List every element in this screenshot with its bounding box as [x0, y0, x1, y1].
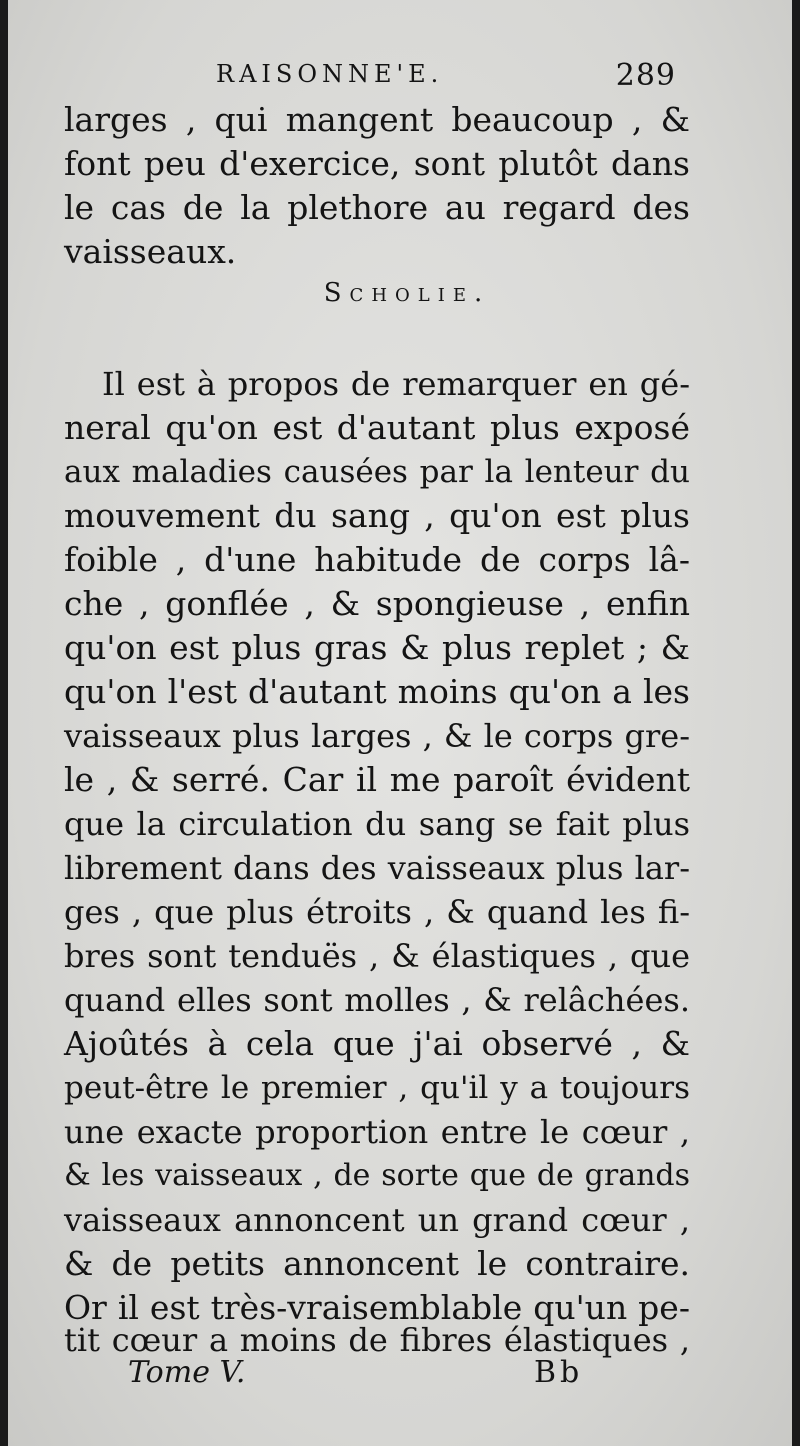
text-line: & de petits annoncent le contraire.	[64, 1244, 690, 1283]
text-line: font peu d'exercice, sont plutôt dans	[64, 144, 690, 183]
text-line: le cas de la plethore au regard des	[64, 188, 690, 227]
text-line: que la circulation du sang se fait plus	[64, 805, 690, 843]
section-title: Scholie.	[323, 278, 491, 308]
text-line: Il est à propos de remarquer en gé-	[102, 365, 690, 403]
volume-label: Tome V.	[128, 1355, 246, 1390]
text-line: Or il est très-vraisemblable qu'un pe-	[64, 1288, 690, 1327]
text-line: larges , qui mangent beaucoup , &	[64, 100, 690, 139]
text-line: bres sont tenduës , & élastiques , que	[64, 937, 690, 975]
text-line: vaisseaux.	[64, 232, 237, 271]
text-line: che , gonflée , & spongieuse , enfin	[64, 584, 690, 623]
text-line: qu'on l'est d'autant moins qu'on a les	[64, 672, 690, 711]
running-head	[64, 58, 690, 100]
signature-mark: Bb	[534, 1355, 584, 1390]
page-footer	[64, 1355, 690, 1399]
text-line: neral qu'on est d'autant plus exposé	[64, 408, 690, 447]
text-line: vaisseaux annoncent un grand cœur ,	[64, 1201, 690, 1239]
text-line: foible , d'une habitude de corps lâ-	[64, 540, 690, 579]
book-page	[8, 0, 792, 1446]
text-line: qu'on est plus gras & plus replet ; &	[64, 628, 690, 667]
text-line: quand elles sont molles , & relâchées.	[64, 981, 690, 1019]
text-line: tit cœur a moins de fibres élastiques ,	[64, 1321, 690, 1359]
text-line: & les vaisseaux , de sorte que de grands	[64, 1158, 690, 1193]
running-title: RAISONNE'E.	[216, 60, 444, 88]
text-line: peut-être le premier , qu'il y a toujours	[64, 1070, 690, 1106]
text-line: mouvement du sang , qu'on est plus	[64, 496, 690, 535]
text-line: Ajoûtés à cela que j'ai observé , &	[64, 1024, 690, 1063]
text-line: vaisseaux plus larges , & le corps gre-	[64, 717, 690, 755]
text-line: une exacte proportion entre le cœur ,	[64, 1113, 690, 1151]
page-number: 289	[615, 58, 676, 93]
text-line: librement dans des vaisseaux plus lar-	[64, 849, 690, 887]
text-line: ges , que plus étroits , & quand les fi-	[64, 893, 690, 931]
text-line: le , & serré. Car il me paroît évident	[64, 760, 690, 799]
text-line: aux maladies causées par la lenteur du	[64, 454, 690, 490]
